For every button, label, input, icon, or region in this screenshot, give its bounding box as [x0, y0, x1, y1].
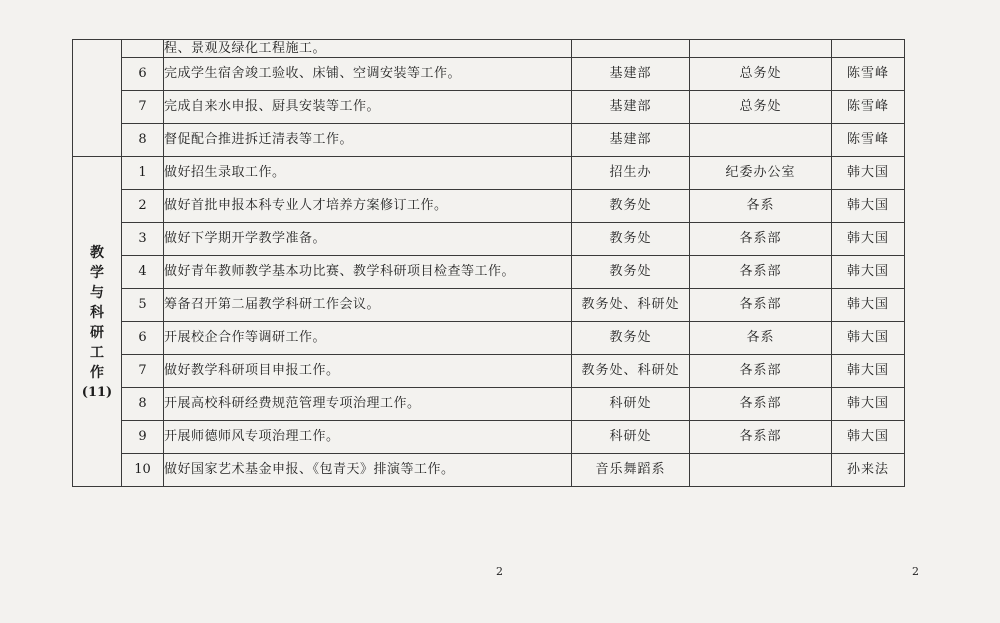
table-row — [73, 289, 905, 322]
table-row — [73, 454, 905, 487]
page-number: 2 — [496, 565, 503, 578]
row-number: 4 — [122, 256, 164, 289]
lead-department: 基建部 — [572, 91, 690, 124]
responsible-person: 韩大国 — [832, 190, 905, 223]
task-text: 做好青年教师教学基本功比赛、教学科研项目检查等工作。 — [164, 256, 572, 289]
lead-department: 招生办 — [572, 157, 690, 190]
cooperating-department — [690, 40, 832, 58]
task-text: 做好下学期开学教学准备。 — [164, 223, 572, 256]
lead-department: 基建部 — [572, 124, 690, 157]
row-number: 3 — [122, 223, 164, 256]
table-row — [73, 322, 905, 355]
cooperating-department: 各系部 — [690, 289, 832, 322]
task-text: 做好招生录取工作。 — [164, 157, 572, 190]
table-row — [73, 256, 905, 289]
work-plan-table — [72, 39, 905, 487]
task-text: 督促配合推进拆迁清表等工作。 — [164, 124, 572, 157]
table-row — [73, 421, 905, 454]
responsible-person: 陈雪峰 — [832, 58, 905, 91]
table-row — [73, 58, 905, 91]
table-row — [73, 223, 905, 256]
lead-department: 教务处 — [572, 322, 690, 355]
lead-department — [572, 40, 690, 58]
responsible-person: 韩大国 — [832, 223, 905, 256]
row-number: 6 — [122, 322, 164, 355]
lead-department: 教务处、科研处 — [572, 289, 690, 322]
responsible-person: 韩大国 — [832, 256, 905, 289]
responsible-person — [832, 40, 905, 58]
responsible-person: 韩大国 — [832, 322, 905, 355]
cooperating-department: 总务处 — [690, 91, 832, 124]
row-number: 8 — [122, 388, 164, 421]
task-text: 完成学生宿舍竣工验收、床铺、空调安装等工作。 — [164, 58, 572, 91]
row-number: 9 — [122, 421, 164, 454]
responsible-person: 韩大国 — [832, 157, 905, 190]
cooperating-department: 各系部 — [690, 421, 832, 454]
lead-department: 教务处 — [572, 223, 690, 256]
cooperating-department: 各系部 — [690, 388, 832, 421]
task-text: 开展师德师风专项治理工作。 — [164, 421, 572, 454]
category-count: (11) — [81, 384, 113, 400]
cooperating-department: 总务处 — [690, 58, 832, 91]
cooperating-department — [690, 454, 832, 487]
table-row — [73, 388, 905, 421]
responsible-person: 韩大国 — [832, 388, 905, 421]
task-text: 筹备召开第二届教学科研工作会议。 — [164, 289, 572, 322]
row-number — [122, 40, 164, 58]
row-number: 7 — [122, 355, 164, 388]
cooperating-department — [690, 124, 832, 157]
row-number: 10 — [122, 454, 164, 487]
task-text: 做好国家艺术基金申报、《包青天》排演等工作。 — [164, 454, 572, 487]
row-number: 5 — [122, 289, 164, 322]
row-number: 7 — [122, 91, 164, 124]
lead-department: 教务处 — [572, 256, 690, 289]
responsible-person: 韩大国 — [832, 421, 905, 454]
task-text: 程、景观及绿化工程施工。 — [164, 40, 572, 58]
cooperating-department: 各系 — [690, 322, 832, 355]
cooperating-department: 各系部 — [690, 355, 832, 388]
responsible-person: 孙来法 — [832, 454, 905, 487]
responsible-person: 韩大国 — [832, 355, 905, 388]
table-row — [73, 190, 905, 223]
lead-department: 教务处 — [572, 190, 690, 223]
table-row — [73, 157, 905, 190]
category-label: 教学与科研工作 — [90, 244, 104, 381]
cooperating-department: 纪委办公室 — [690, 157, 832, 190]
lead-department: 基建部 — [572, 58, 690, 91]
row-number: 6 — [122, 58, 164, 91]
task-text: 完成自来水申报、厨具安装等工作。 — [164, 91, 572, 124]
responsible-person: 陈雪峰 — [832, 91, 905, 124]
cooperating-department: 各系部 — [690, 256, 832, 289]
category-cell — [73, 157, 122, 487]
table-row — [73, 355, 905, 388]
task-text: 开展校企合作等调研工作。 — [164, 322, 572, 355]
row-number: 2 — [122, 190, 164, 223]
responsible-person: 陈雪峰 — [832, 124, 905, 157]
lead-department: 音乐舞蹈系 — [572, 454, 690, 487]
table-row — [73, 91, 905, 124]
responsible-person: 韩大国 — [832, 289, 905, 322]
table-row — [73, 40, 905, 58]
row-number: 1 — [122, 157, 164, 190]
page-number-corner: 2 — [912, 565, 919, 578]
category-cell-continued — [73, 40, 122, 157]
task-text: 做好教学科研项目申报工作。 — [164, 355, 572, 388]
table-row — [73, 124, 905, 157]
task-text: 做好首批申报本科专业人才培养方案修订工作。 — [164, 190, 572, 223]
cooperating-department: 各系 — [690, 190, 832, 223]
cooperating-department: 各系部 — [690, 223, 832, 256]
lead-department: 科研处 — [572, 388, 690, 421]
lead-department: 教务处、科研处 — [572, 355, 690, 388]
row-number: 8 — [122, 124, 164, 157]
lead-department: 科研处 — [572, 421, 690, 454]
task-text: 开展高校科研经费规范管理专项治理工作。 — [164, 388, 572, 421]
